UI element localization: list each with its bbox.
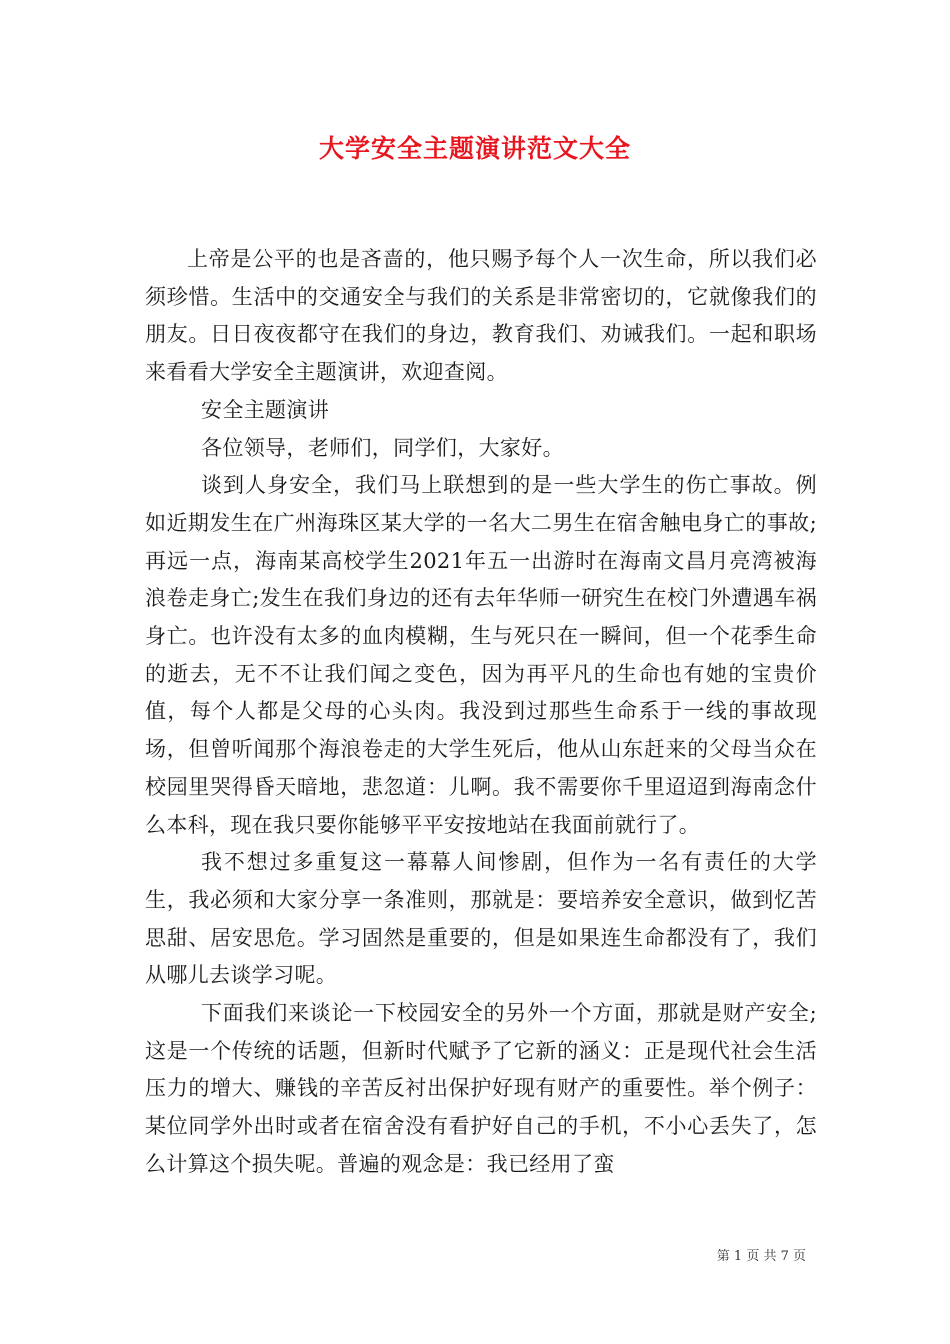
paragraph-speech-heading: 安全主题演讲 (201, 397, 330, 422)
paragraph-greeting: 各位领导，老师们，同学们，大家好。 (201, 435, 564, 460)
paragraph-safety-principle: 我不想过多重复这一幕幕人间惨剧，但作为一名有责任的大学生，我必须和大家分享一条准则，那就是：要培养安全意识，做到忆苦思甜、居安思危。学习固然是重要的，但是如果连生命都没有了，我们从哪儿去谈学习呢。 (145, 850, 817, 988)
paragraph-intro: 上帝是公平的也是吝啬的，他只赐予每个人一次生命，所以我们必须珍惜。生活中的交通安全与我们的关系是非常密切的，它就像我们的朋友。日日夜夜都守在我们的身边，教育我们、劝诫我们。一起和职场来看看大学安全主题演讲，欢迎查阅。 (145, 247, 817, 385)
paragraph-property-safety: 下面我们来谈论一下校园安全的另外一个方面，那就是财产安全;这是一个传统的话题，但新时代赋予了它新的涵义：正是现代社会生活压力的增大、赚钱的辛苦反衬出保护好现有财产的重要性。举个例子：某位同学外出时或者在宿舍没有看护好自己的手机，不小心丢失了，怎么计算这个损失呢。普遍的观念是：我已经用了蛮 (145, 1001, 817, 1176)
document-title: 大学安全主题演讲范文大全 (318, 134, 631, 163)
page-number-footer: 第 1 页 共 7 页 (716, 1249, 806, 1264)
paragraph-personal-safety: 谈到人身安全，我们马上联想到的是一些大学生的伤亡事故。例如近期发生在广州海珠区某大学的一名大二男生在宿舍触电身亡的事故;再远一点，海南某高校学生2021年五一出游时在海南文昌月亮湾被海浪卷走身亡;发生在我们身边的还有去年华师一研究生在校门外遭遇车祸身亡。也许没有太多的血肉模糊，生与死只在一瞬间，但一个花季生命的逝去，无不不让我们闻之变色，因为再平凡的生命也有她的宝贵价值，每个人都是父母的心头肉。我没到过那些生命系于一线的事故现场，但曾听闻那个海浪卷走的大学生死后，他从山东赶来的父母当众在校园里哭得昏天暗地，悲忽道：儿啊。我不需要你千里迢迢到海南念什么本科，现在我只要你能够平平安按地站在我面前就行了。 (145, 473, 817, 837)
document-body (145, 241, 817, 1184)
